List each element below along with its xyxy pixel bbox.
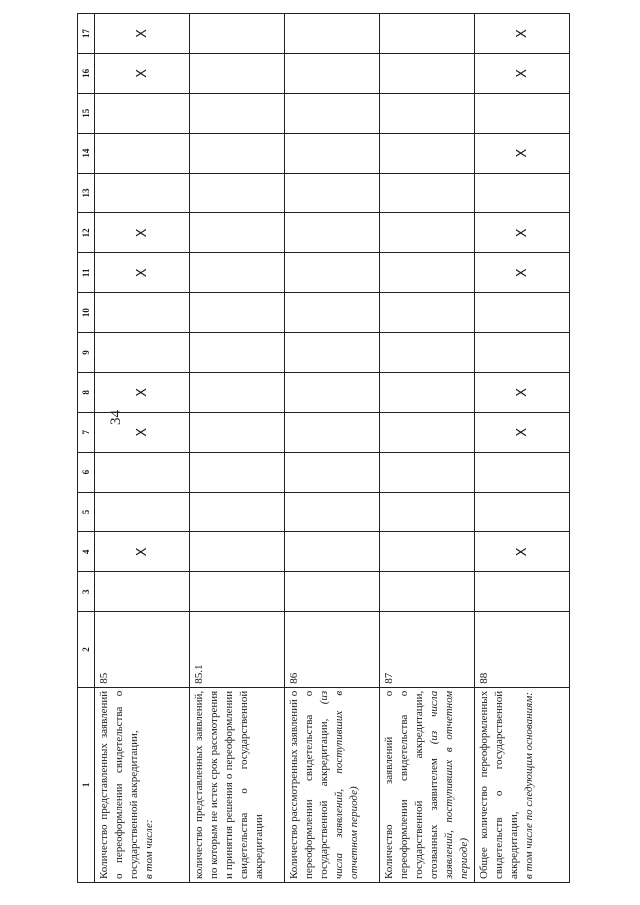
table-cell (475, 572, 570, 612)
row-label-note: (из числа заявлений, поступивших в отчетном периоде) (318, 690, 360, 879)
table-cell (190, 372, 285, 412)
row-label-note: в том числе по следующим основаниям: (523, 692, 535, 879)
row-label-text: Общее количество переоформленных свидетельств о государственной аккредитации, (478, 690, 520, 879)
table-cell (95, 173, 190, 213)
row-label-note: (из числа заявлений, поступивших в отчетном периоде) (428, 690, 470, 879)
table-cell (95, 333, 190, 373)
table-cell (285, 253, 380, 293)
column-header: 13 (78, 173, 95, 213)
column-header: 4 (78, 532, 95, 572)
row-label (190, 687, 285, 882)
column-header: 1 (78, 687, 95, 882)
table-cell (380, 372, 475, 412)
column-number-row (78, 14, 95, 883)
column-header: 8 (78, 372, 95, 412)
column-header: 3 (78, 572, 95, 612)
table-cell (380, 532, 475, 572)
table-cell: X (475, 53, 570, 93)
report-table (77, 13, 570, 883)
row-label-text: Количество рассмотренных заявлений о переоформлении свидетельства о государственной аккредитации, (288, 690, 330, 879)
table-cell (285, 333, 380, 373)
table-row (285, 14, 380, 883)
table-cell (380, 14, 475, 54)
table-cell (285, 14, 380, 54)
table-row (380, 14, 475, 883)
table-cell (380, 53, 475, 93)
table-cell (285, 173, 380, 213)
table-cell (190, 93, 285, 133)
page-number: 34 (108, 410, 124, 425)
table-cell (190, 293, 285, 333)
column-header: 17 (78, 14, 95, 54)
table-cell (380, 333, 475, 373)
table-cell (380, 293, 475, 333)
column-header: 16 (78, 53, 95, 93)
table-cell (190, 213, 285, 253)
table-cell: X (95, 14, 190, 54)
column-header: 15 (78, 93, 95, 133)
row-code: 88 (475, 612, 570, 688)
table-row (95, 14, 190, 883)
table-cell (95, 572, 190, 612)
table-cell (190, 492, 285, 532)
table-cell (285, 372, 380, 412)
table-cell (190, 133, 285, 173)
table-cell (285, 53, 380, 93)
table-cell: X (475, 14, 570, 54)
column-header: 2 (78, 612, 95, 688)
table-cell (190, 532, 285, 572)
row-code: 87 (380, 612, 475, 688)
table-row (475, 14, 570, 883)
table-cell: X (475, 412, 570, 452)
table-cell (285, 492, 380, 532)
table-cell (475, 93, 570, 133)
column-header: 12 (78, 213, 95, 253)
table-cell: X (475, 532, 570, 572)
column-header: 10 (78, 293, 95, 333)
column-header: 7 (78, 412, 95, 452)
table-cell (190, 53, 285, 93)
table-cell: X (475, 213, 570, 253)
table-cell (285, 452, 380, 492)
table-cell (475, 293, 570, 333)
column-header: 9 (78, 333, 95, 373)
table-cell (475, 173, 570, 213)
table-cell (285, 213, 380, 253)
table-cell: X (95, 253, 190, 293)
row-label-text: Количество заявлений о переоформлении свидетельства о государственной аккредитации, отозванных заявителем (383, 690, 440, 879)
table-cell (285, 293, 380, 333)
table-cell (95, 293, 190, 333)
table-cell (380, 412, 475, 452)
row-label (475, 687, 570, 882)
table-cell: X (95, 213, 190, 253)
table-row (190, 14, 285, 883)
row-code: 85 (95, 612, 190, 688)
table-cell: X (95, 412, 190, 452)
table-cell (475, 452, 570, 492)
row-code: 86 (285, 612, 380, 688)
table-cell (190, 14, 285, 54)
table-cell (380, 253, 475, 293)
table-cell (95, 492, 190, 532)
table-cell (95, 93, 190, 133)
table-cell (285, 133, 380, 173)
table-cell (380, 173, 475, 213)
report-table-container (77, 13, 535, 883)
column-header: 6 (78, 452, 95, 492)
table-cell (285, 412, 380, 452)
row-label-note: в том числе: (143, 819, 155, 879)
table-cell (380, 93, 475, 133)
table-cell (190, 452, 285, 492)
column-header: 5 (78, 492, 95, 532)
column-header: 14 (78, 133, 95, 173)
table-cell (95, 452, 190, 492)
table-cell: X (475, 253, 570, 293)
row-label-text: Количество представленных заявлений о переоформлении свидетельства о государственной аккредитации, (98, 690, 140, 879)
table-cell (380, 492, 475, 532)
row-code: 85.1 (190, 612, 285, 688)
row-label-text: количество представленных заявлений, по которым не истек срок рассмотрения и принятия решения о переоформлении свидетельства о государственной аккредитации (193, 690, 265, 879)
row-label (95, 687, 190, 882)
row-label (285, 687, 380, 882)
table-cell: X (95, 372, 190, 412)
table-cell (95, 133, 190, 173)
table-cell: X (475, 372, 570, 412)
table-cell (190, 572, 285, 612)
column-header: 11 (78, 253, 95, 293)
table-cell (285, 532, 380, 572)
table-cell (475, 333, 570, 373)
table-cell (285, 93, 380, 133)
table-cell (190, 173, 285, 213)
table-cell (380, 452, 475, 492)
table-cell (285, 572, 380, 612)
table-cell: X (95, 532, 190, 572)
table-cell: X (475, 133, 570, 173)
table-cell (380, 572, 475, 612)
table-cell (380, 213, 475, 253)
table-cell (190, 412, 285, 452)
row-label (380, 687, 475, 882)
table-cell: X (95, 53, 190, 93)
table-cell (190, 253, 285, 293)
table-cell (190, 333, 285, 373)
table-cell (380, 133, 475, 173)
table-cell (475, 492, 570, 532)
